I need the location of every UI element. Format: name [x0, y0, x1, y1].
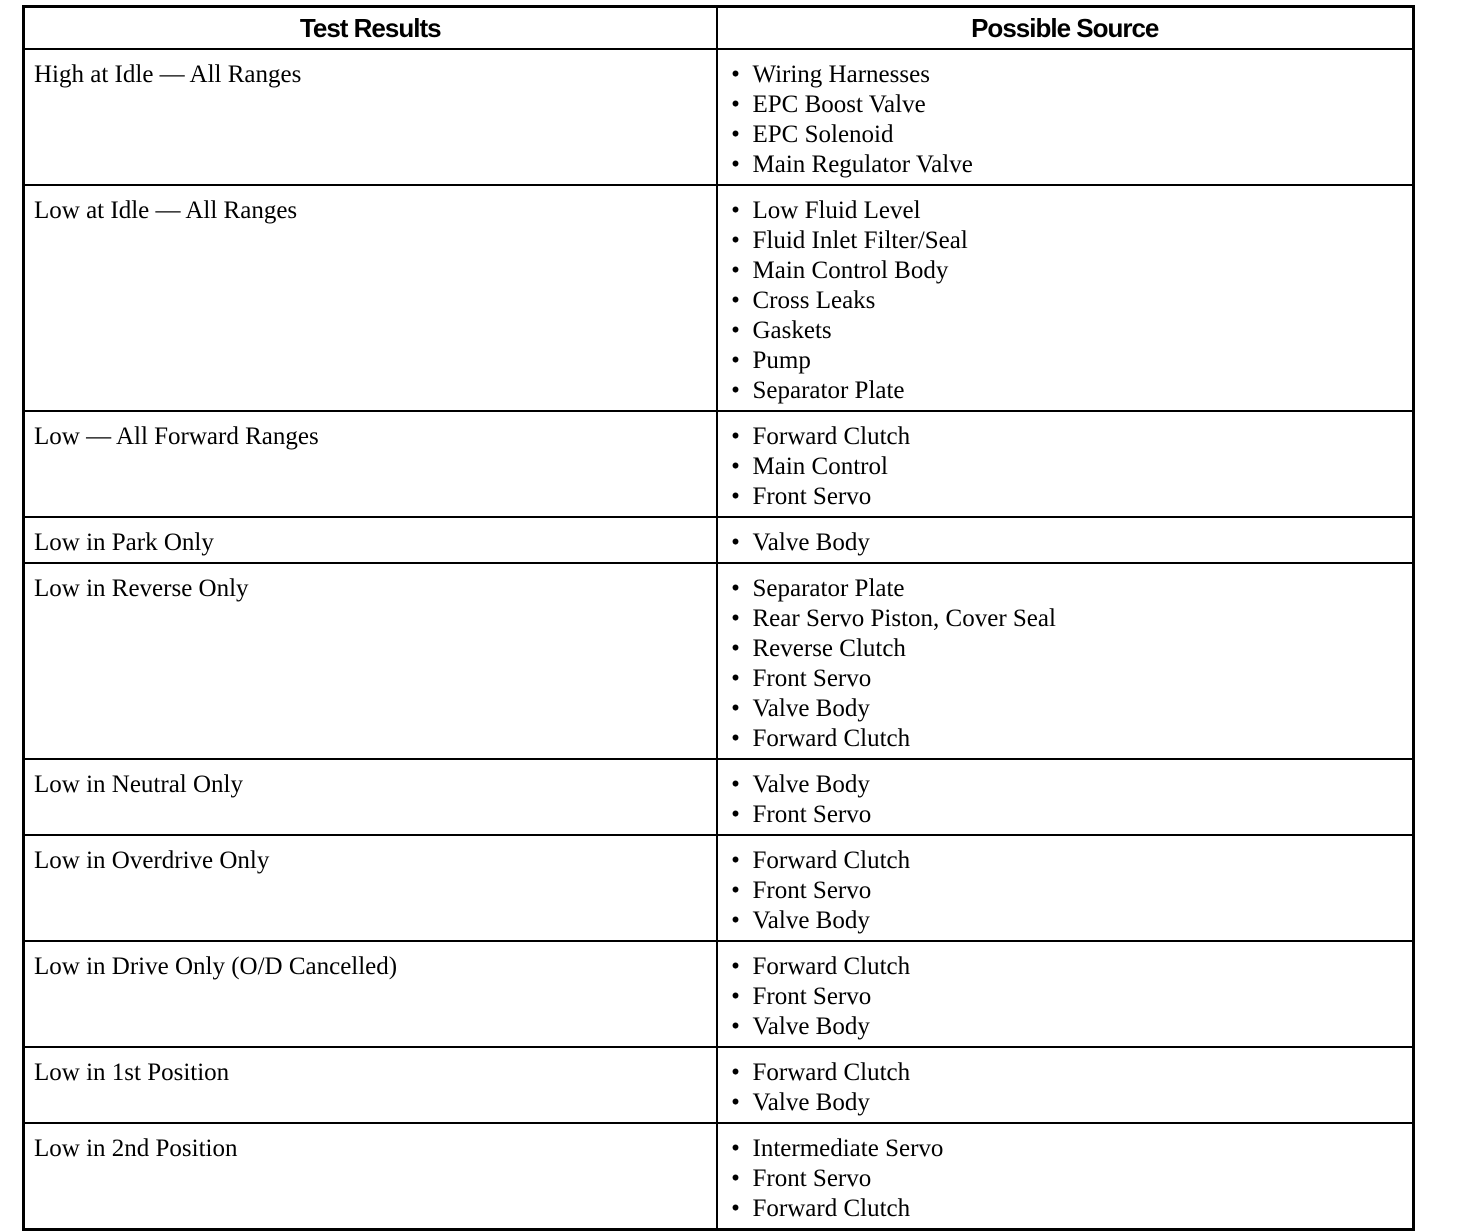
source-text: Valve Body: [752, 529, 870, 556]
source-text: Valve Body: [752, 1089, 870, 1116]
bullet-icon: •: [731, 1089, 740, 1116]
bullet-icon: •: [731, 483, 740, 510]
source-text: Front Servo: [752, 1165, 872, 1192]
source-text: Valve Body: [752, 907, 870, 934]
test-result-cell: Low in 2nd Position: [24, 1123, 717, 1230]
bullet-icon: •: [731, 771, 740, 798]
source-text: Low Fluid Level: [752, 197, 921, 224]
possible-source-cell: [717, 835, 1414, 941]
header-test-results: Test Results: [24, 7, 717, 50]
source-text: Forward Clutch: [752, 1059, 911, 1086]
possible-source-cell: [717, 411, 1414, 517]
source-text: Cross Leaks: [752, 287, 876, 314]
source-text: Forward Clutch: [752, 847, 911, 874]
source-list-item: [726, 664, 1413, 694]
bullet-icon: •: [731, 725, 740, 752]
table-row: [24, 941, 1414, 1047]
source-list: [726, 528, 1413, 558]
source-text: Valve Body: [752, 771, 870, 798]
source-list-item: [726, 1134, 1413, 1164]
source-list-item: [726, 90, 1413, 120]
source-list-item: [726, 952, 1413, 982]
source-text: Wiring Harnesses: [752, 61, 930, 88]
possible-source-cell: [717, 1047, 1414, 1123]
bullet-icon: •: [731, 347, 740, 374]
source-list-item: [726, 1164, 1413, 1194]
source-list-item: [726, 604, 1413, 634]
possible-source-cell: [717, 759, 1414, 835]
source-text: Front Servo: [752, 801, 872, 828]
source-list: [726, 1058, 1413, 1118]
source-list-item: [726, 694, 1413, 724]
source-list: [726, 574, 1413, 754]
possible-source-cell: [717, 517, 1414, 563]
source-list-item: [726, 800, 1413, 830]
source-list-item: [726, 574, 1413, 604]
table-row: [24, 411, 1414, 517]
source-text: Front Servo: [752, 877, 872, 904]
source-text: Main Control: [752, 453, 888, 480]
bullet-icon: •: [731, 121, 740, 148]
bullet-icon: •: [731, 377, 740, 404]
bullet-icon: •: [731, 1013, 740, 1040]
source-list: [726, 770, 1413, 830]
source-list-item: [726, 770, 1413, 800]
source-list-item: [726, 906, 1413, 936]
test-result-cell: Low in Park Only: [24, 517, 717, 563]
test-result-cell: Low in Overdrive Only: [24, 835, 717, 941]
source-list: [726, 952, 1413, 1042]
source-list-item: [726, 226, 1413, 256]
source-text: EPC Solenoid: [752, 121, 894, 148]
source-text: Intermediate Servo: [752, 1135, 944, 1162]
bullet-icon: •: [731, 197, 740, 224]
bullet-icon: •: [731, 907, 740, 934]
test-result-cell: Low in 1st Position: [24, 1047, 717, 1123]
table-row: [24, 517, 1414, 563]
source-list: [726, 1134, 1413, 1224]
source-list-item: [726, 422, 1413, 452]
source-text: Pump: [752, 347, 811, 374]
bullet-icon: •: [731, 61, 740, 88]
source-text: Main Regulator Valve: [752, 151, 973, 178]
source-list-item: [726, 316, 1413, 346]
source-list-item: [726, 346, 1413, 376]
test-result-cell: Low — All Forward Ranges: [24, 411, 717, 517]
header-possible-source: Possible Source: [717, 7, 1414, 50]
source-list-item: [726, 982, 1413, 1012]
table-body: [24, 49, 1414, 1230]
table-row: [24, 1047, 1414, 1123]
source-list-item: [726, 286, 1413, 316]
bullet-icon: •: [731, 1135, 740, 1162]
bullet-icon: •: [731, 257, 740, 284]
bullet-icon: •: [731, 317, 740, 344]
source-list-item: [726, 150, 1413, 180]
source-text: Forward Clutch: [752, 953, 911, 980]
bullet-icon: •: [731, 287, 740, 314]
source-list-item: [726, 376, 1413, 406]
table-row: [24, 563, 1414, 759]
table-row: [24, 759, 1414, 835]
source-list-item: [726, 120, 1413, 150]
source-text: Front Servo: [752, 983, 872, 1010]
source-list-item: [726, 1194, 1413, 1224]
possible-source-cell: [717, 941, 1414, 1047]
source-list-item: [726, 1012, 1413, 1042]
source-list-item: [726, 634, 1413, 664]
bullet-icon: •: [731, 1195, 740, 1222]
source-list-item: [726, 452, 1413, 482]
source-list-item: [726, 528, 1413, 558]
bullet-icon: •: [731, 1165, 740, 1192]
source-text: Gaskets: [752, 317, 832, 344]
source-text: Front Servo: [752, 483, 872, 510]
source-list: [726, 422, 1413, 512]
possible-source-cell: [717, 185, 1414, 411]
source-text: Rear Servo Piston, Cover Seal: [752, 605, 1056, 632]
source-text: Front Servo: [752, 665, 872, 692]
bullet-icon: •: [731, 151, 740, 178]
source-list: [726, 846, 1413, 936]
bullet-icon: •: [731, 953, 740, 980]
source-list-item: [726, 876, 1413, 906]
test-result-cell: Low in Drive Only (O/D Cancelled): [24, 941, 717, 1047]
source-list-item: [726, 60, 1413, 90]
source-text: Forward Clutch: [752, 423, 911, 450]
source-list-item: [726, 1058, 1413, 1088]
bullet-icon: •: [731, 847, 740, 874]
source-text: Fluid Inlet Filter/Seal: [752, 227, 968, 254]
source-text: Separator Plate: [752, 575, 905, 602]
bullet-icon: •: [731, 801, 740, 828]
bullet-icon: •: [731, 635, 740, 662]
test-result-cell: Low in Neutral Only: [24, 759, 717, 835]
source-text: Main Control Body: [752, 257, 949, 284]
source-list-item: [726, 482, 1413, 512]
pressure-test-table: [22, 5, 1415, 1231]
bullet-icon: •: [731, 605, 740, 632]
source-list-item: [726, 846, 1413, 876]
source-text: Separator Plate: [752, 377, 905, 404]
table-row: [24, 835, 1414, 941]
bullet-icon: •: [731, 529, 740, 556]
source-text: Valve Body: [752, 1013, 870, 1040]
table-row: [24, 185, 1414, 411]
source-list-item: [726, 256, 1413, 286]
source-text: Valve Body: [752, 695, 870, 722]
source-list: [726, 60, 1413, 180]
bullet-icon: •: [731, 1059, 740, 1086]
test-result-cell: High at Idle — All Ranges: [24, 49, 717, 185]
source-text: Forward Clutch: [752, 725, 911, 752]
source-list: [726, 196, 1413, 406]
possible-source-cell: [717, 49, 1414, 185]
source-text: Forward Clutch: [752, 1195, 911, 1222]
bullet-icon: •: [731, 665, 740, 692]
source-text: EPC Boost Valve: [752, 91, 926, 118]
bullet-icon: •: [731, 453, 740, 480]
bullet-icon: •: [731, 695, 740, 722]
bullet-icon: •: [731, 877, 740, 904]
source-list-item: [726, 196, 1413, 226]
test-result-cell: Low at Idle — All Ranges: [24, 185, 717, 411]
source-list-item: [726, 1088, 1413, 1118]
bullet-icon: •: [731, 227, 740, 254]
possible-source-cell: [717, 563, 1414, 759]
test-result-cell: Low in Reverse Only: [24, 563, 717, 759]
header-row: [24, 7, 1414, 50]
bullet-icon: •: [731, 423, 740, 450]
source-list-item: [726, 724, 1413, 754]
source-text: Reverse Clutch: [752, 635, 906, 662]
bullet-icon: •: [731, 575, 740, 602]
bullet-icon: •: [731, 983, 740, 1010]
bullet-icon: •: [731, 91, 740, 118]
table-row: [24, 49, 1414, 185]
